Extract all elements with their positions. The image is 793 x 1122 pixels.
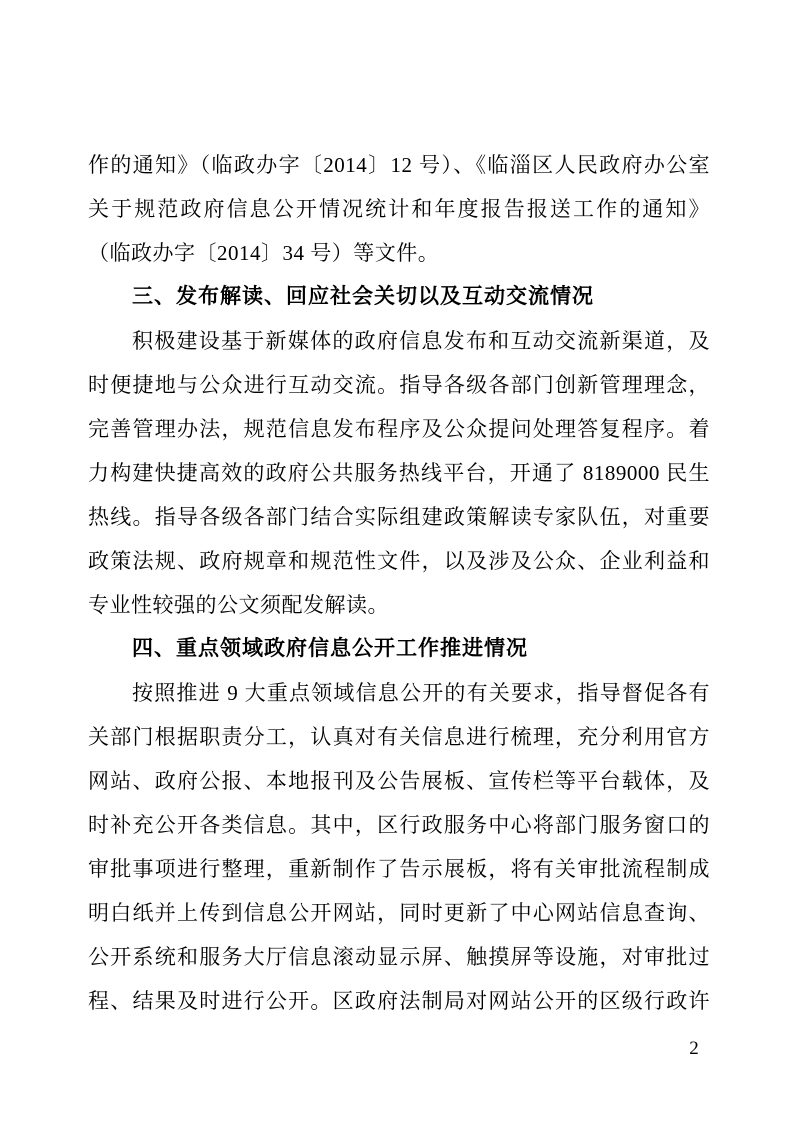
- text-line: 明白纸并上传到信息公开网站，同时更新了中心网站信息查询、: [88, 901, 710, 925]
- text-line: 时补充公开各类信息。其中，区行政服务中心将部门服务窗口的: [88, 813, 710, 837]
- text-line: （临政办字〔2014〕34 号）等文件。: [88, 241, 440, 265]
- text-line: 按照推进 9 大重点领域信息公开的有关要求，指导督促各有: [132, 681, 710, 705]
- text-line: 政策法规、政府规章和规范性文件，以及涉及公众、企业利益和: [88, 549, 710, 573]
- text-line: 网站、政府公报、本地报刊及公告展板、宣传栏等平台载体，及: [88, 769, 710, 793]
- text-line: 作的通知》（临政办字〔2014〕12 号）、《临淄区人民政府办公室: [88, 153, 710, 177]
- text-line: 力构建快捷高效的政府公共服务热线平台，开通了 8189000 民生: [88, 461, 710, 485]
- text-line: 程、结果及时进行公开。区政府法制局对网站公开的区级行政许: [88, 989, 710, 1013]
- text-line: 积极建设基于新媒体的政府信息发布和互动交流新渠道，及: [132, 329, 710, 353]
- section-heading-3: 三、发布解读、回应社会关切以及互动交流情况: [132, 285, 594, 308]
- page-number: 2: [689, 1038, 699, 1059]
- text-line: 审批事项进行整理，重新制作了告示展板，将有关审批流程制成: [88, 857, 710, 881]
- text-line: 热线。指导各级各部门结合实际组建政策解读专家队伍，对重要: [88, 505, 710, 529]
- text-line: 公开系统和服务大厅信息滚动显示屏、触摸屏等设施，对审批过: [88, 945, 710, 969]
- section-heading-4: 四、重点领域政府信息公开工作推进情况: [132, 637, 528, 660]
- text-line: 关于规范政府信息公开情况统计和年度报告报送工作的通知》: [88, 197, 710, 221]
- text-line: 专业性较强的公文须配发解读。: [88, 593, 389, 617]
- text-block: [88, 143, 710, 1023]
- text-line: 关部门根据职责分工，认真对有关信息进行梳理，充分利用官方: [88, 725, 710, 749]
- text-line: 完善管理办法，规范信息发布程序及公众提问处理答复程序。着: [88, 417, 710, 441]
- text-line: 时便捷地与公众进行互动交流。指导各级各部门创新管理理念，: [88, 373, 710, 397]
